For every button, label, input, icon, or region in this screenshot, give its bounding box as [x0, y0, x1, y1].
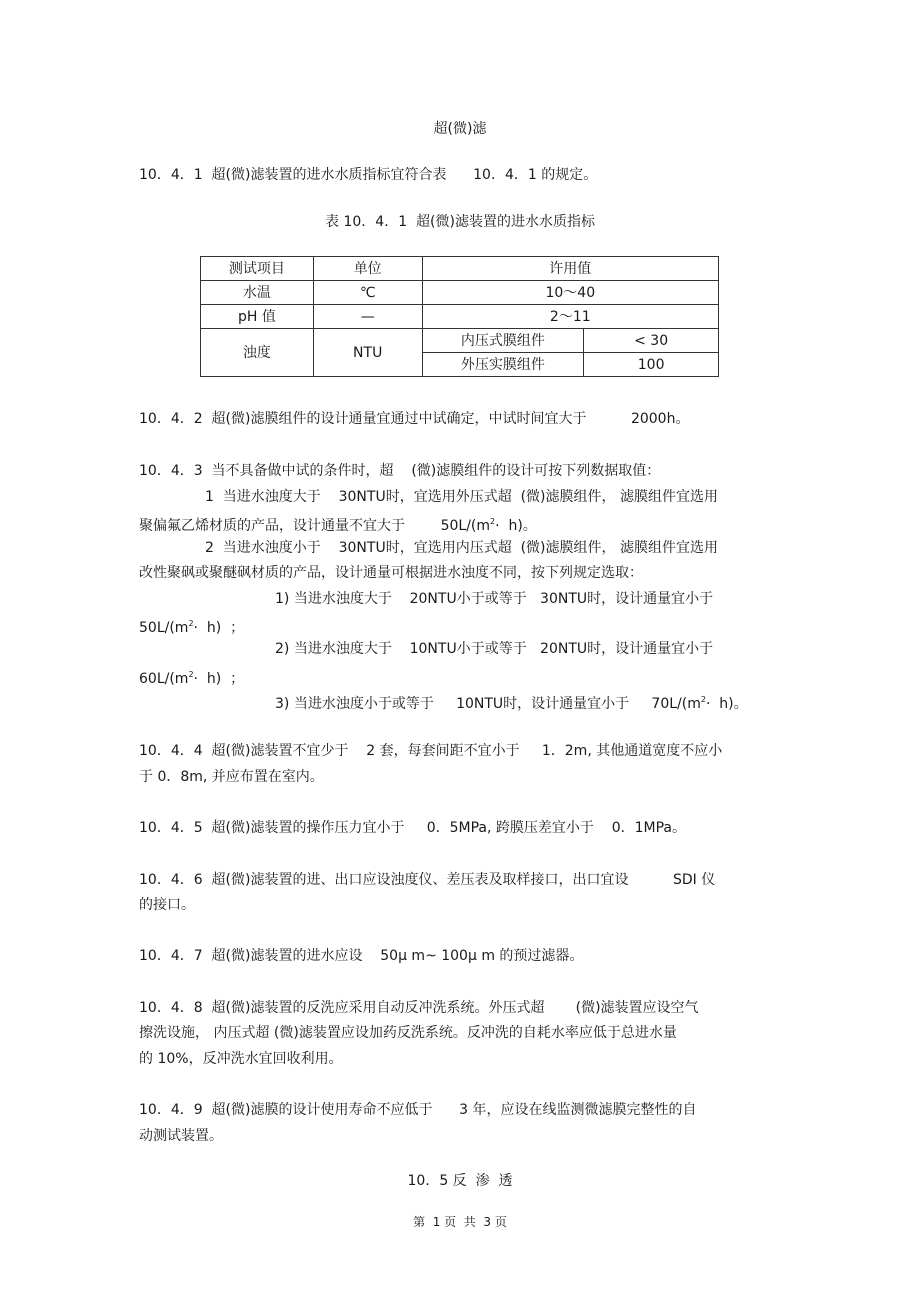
text: 60L/(m [139, 671, 189, 687]
superscript: 2 [700, 695, 706, 704]
text: 3) 当进水浊度小于或等于 10NTU时，设计通量宜小于 70L/(m [275, 696, 701, 712]
clause-10-4-5: 10．4．5 超(微)滤装置的操作压力宜小于 0．5MPa, 跨膜压差宜小于 0．1MPa。 [139, 820, 686, 836]
table-row [201, 305, 719, 329]
clause-10-4-3-item2: 2 当进水浊度小于 30NTU时，宜选用内压式超 (微)滤膜组件， 滤膜组件宜选用 [205, 540, 718, 556]
clause-10-4-8-line3: 的 10%，反冲洗水宜回收利用。 [139, 1051, 343, 1067]
cell-value: < 30 [584, 329, 719, 353]
text: · h) ； [193, 671, 245, 687]
clause-10-4-6-line2: 的接口。 [139, 897, 195, 913]
cell-item: 浊度 [201, 329, 314, 377]
text: · h)。 [495, 518, 537, 534]
cell-item: pH 值 [201, 305, 314, 329]
clause-10-4-7: 10．4．7 超(微)滤装置的进水应设 50μ m~ 100μ m 的预过滤器。 [139, 948, 584, 964]
clause-10-4-8-line1: 10．4．8 超(微)滤装置的反洗应采用自动反冲洗系统。外压式超 (微)滤装置应设空气 [139, 1000, 699, 1016]
clause-10-4-3-item1-cont [139, 513, 537, 535]
superscript: 2 [490, 517, 496, 526]
next-section-title: 10．5 反 渗 透 [407, 1173, 513, 1189]
cell-value: 2～11 [422, 305, 718, 329]
header-cell: 许用值 [422, 257, 718, 281]
cell-subtype: 外压实膜组件 [422, 353, 584, 377]
header-cell: 单位 [313, 257, 422, 281]
clause-10-4-2: 10．4．2 超(微)滤膜组件的设计通量宜通过中试确定，中试时间宜大于 2000h。 [139, 411, 690, 427]
sub-item-3 [275, 691, 748, 713]
text: 50L/(m [139, 620, 189, 636]
text: 聚偏氟乙烯材质的产品，设计通量不宜大于 50L/(m [139, 518, 491, 534]
cell-unit: NTU [313, 329, 422, 377]
clause-10-4-4-line2: 于 0．8m, 并应布置在室内。 [139, 769, 324, 785]
cell-item: 水温 [201, 281, 314, 305]
sub-item-2: 2) 当进水浊度大于 10NTU小于或等于 20NTU时，设计通量宜小于 [275, 641, 714, 657]
clause-10-4-9-line1: 10．4．9 超(微)滤膜的设计使用寿命不应低于 3 年，应设在线监测微滤膜完整性的自 [139, 1102, 697, 1118]
clause-10-4-4-line1: 10．4．4 超(微)滤装置不宜少于 2 套，每套间距不宜小于 1．2m, 其他通道宽度不应小 [139, 743, 723, 759]
section-title: 超(微)滤 [433, 121, 487, 137]
text: · h)。 [705, 696, 748, 712]
table-caption: 表 10．4．1 超(微)滤装置的进水水质指标 [325, 214, 595, 230]
cell-value: 100 [584, 353, 719, 377]
cell-value: 10～40 [422, 281, 718, 305]
clause-10-4-3-line1: 10．4．3 当不具备做中试的条件时，超 (微)滤膜组件的设计可按下列数据取值： [139, 463, 661, 479]
clause-10-4-1: 10．4．1 超(微)滤装置的进水水质指标宜符合表 10．4．1 的规定。 [139, 167, 598, 183]
water-quality-table [200, 256, 719, 377]
clause-10-4-9-line2: 动测试装置。 [139, 1128, 223, 1144]
table-row [201, 329, 719, 353]
clause-10-4-6-line1: 10．4．6 超(微)滤装置的进、出口应设浊度仪、差压表及取样接口，出口宜设 SDI 仪 [139, 872, 716, 888]
cell-unit: ℃ [313, 281, 422, 305]
sub-item-1-cont [139, 615, 244, 637]
header-cell: 测试项目 [201, 257, 314, 281]
cell-unit: — [313, 305, 422, 329]
cell-subtype: 内压式膜组件 [422, 329, 584, 353]
clause-10-4-8-line2: 擦洗设施， 内压式超 (微)滤装置应设加药反洗系统。反冲洗的自耗水率应低于总进水量 [139, 1025, 677, 1041]
text: · h) ； [193, 620, 245, 636]
page-footer: 第 1 页 共 3 页 [413, 1215, 507, 1229]
sub-item-2-cont [139, 666, 244, 688]
superscript: 2 [188, 619, 194, 628]
superscript: 2 [188, 670, 194, 679]
clause-10-4-3-item2-cont: 改性聚砜或聚醚砜材质的产品，设计通量可根据进水浊度不同，按下列规定选取： [139, 565, 643, 581]
sub-item-1: 1) 当进水浊度大于 20NTU小于或等于 30NTU时，设计通量宜小于 [275, 591, 714, 607]
table-row [201, 281, 719, 305]
table-header-row [201, 257, 719, 281]
clause-10-4-3-item1: 1 当进水浊度大于 30NTU时，宜选用外压式超 (微)滤膜组件， 滤膜组件宜选用 [205, 489, 718, 505]
